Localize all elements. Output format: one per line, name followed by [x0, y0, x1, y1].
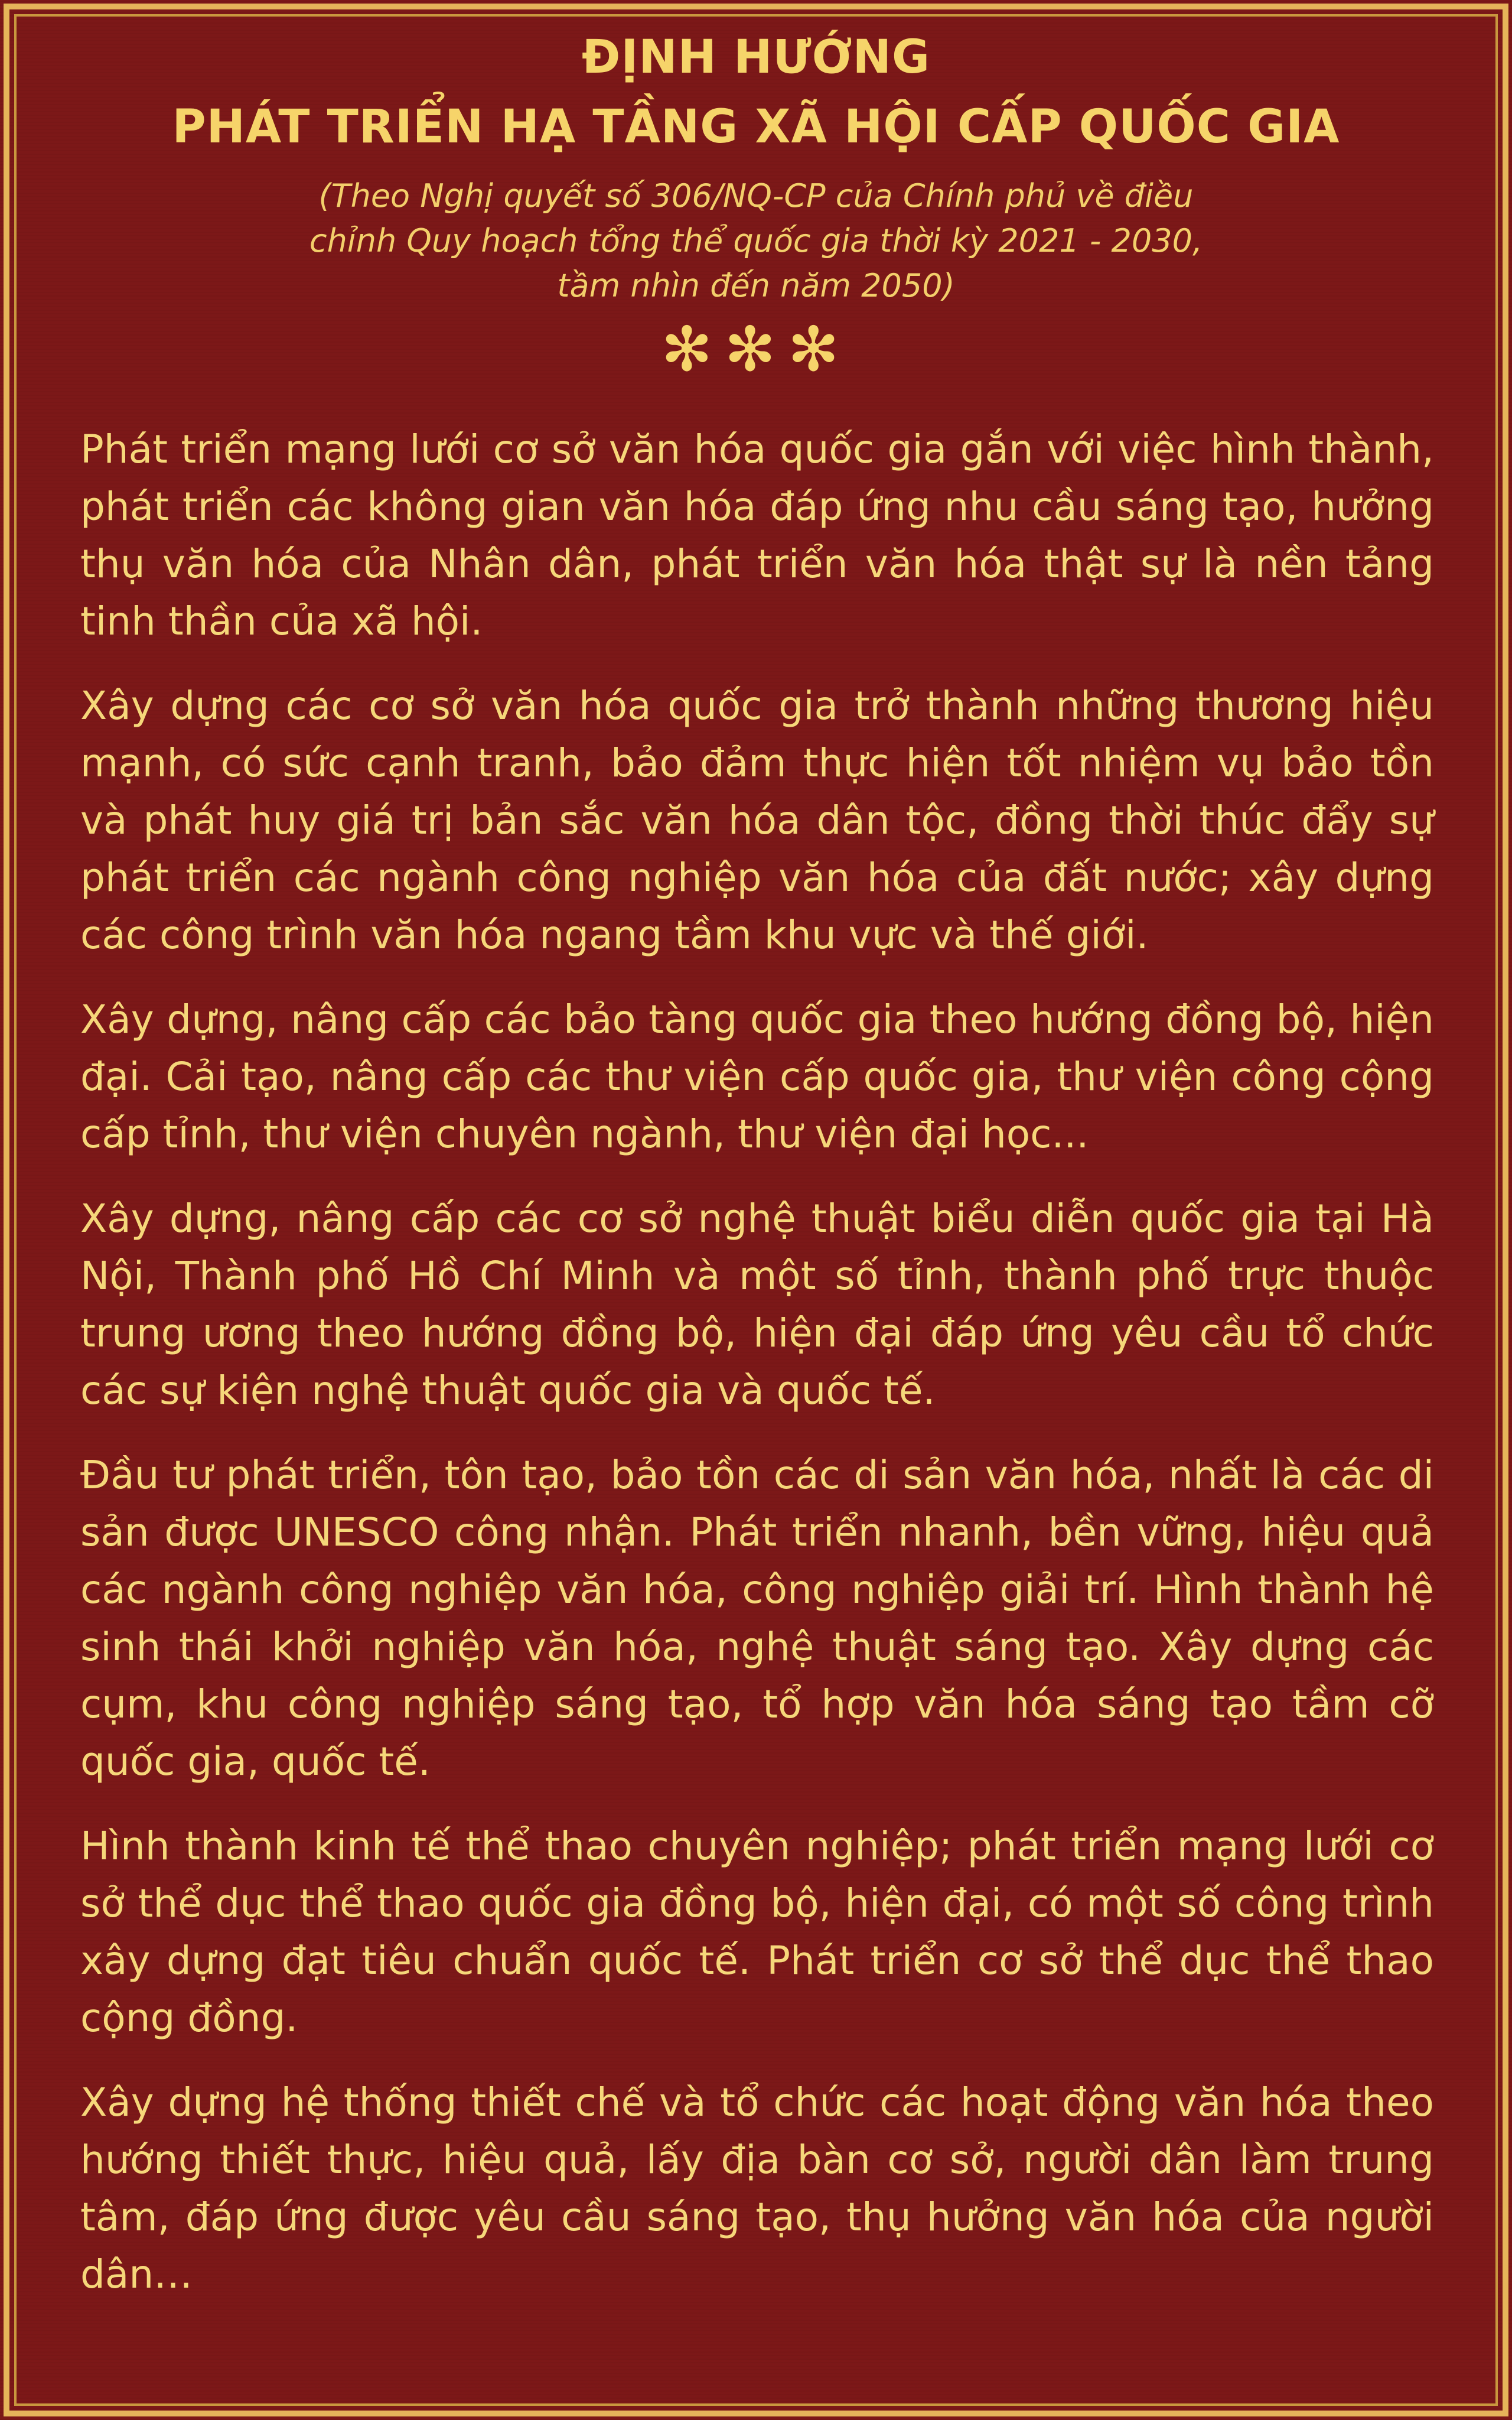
paragraph-cultural-brands: Xây dựng các cơ sở văn hóa quốc gia trở thành những thương hiệu mạnh, có sức cạnh tranh, bảo đảm thực hiện tốt nhiệm vụ bảo tồn và phát huy giá trị bản sắc văn hóa dân tộc, đồng thời thúc đẩy sự phát triển các ngành công nghiệp văn hóa của đất nước; xây dựng các công trình văn hóa ngang tầm khu vực và thế giới. [80, 683, 1434, 958]
subtitle-line-1: (Theo Nghị quyết số 306/NQ-CP của Chính phủ về điều [318, 177, 1194, 214]
title-line-1: ĐỊNH HƯỚNG [582, 31, 930, 84]
paragraph-cultural-institutions: Xây dựng hệ thống thiết chế và tổ chức các hoạt động văn hóa theo hướng thiết thực, hiệu quả, lấy địa bàn cơ sở, người dân làm trung tâm, đáp ứng được yêu cầu sáng tạo, thụ hưởng văn hóa của người dân… [80, 2080, 1434, 2297]
paragraph-performing-arts: Xây dựng, nâng cấp các cơ sở nghệ thuật biểu diễn quốc gia tại Hà Nội, Thành phố Hồ Chí Minh và một số tỉnh, thành phố trực thuộc trung ương theo hướng đồng bộ, hiện đại đáp ứng yêu cầu tổ chức các sự kiện nghệ thuật quốc gia và quốc tế. [80, 1196, 1434, 1413]
paragraph-museums-libraries: Xây dựng, nâng cấp các bảo tàng quốc gia theo hướng đồng bộ, hiện đại. Cải tạo, nâng cấp các thư viện cấp quốc gia, thư viện công cộng cấp tỉnh, thư viện chuyên ngành, thư viện đại học... [80, 997, 1434, 1157]
source-subtitle [71, 174, 1441, 308]
subtitle-line-3: tầm nhìn đến năm 2050) [557, 267, 955, 304]
body-content [80, 421, 1434, 2303]
paragraph-heritage-industries: Đầu tư phát triển, tôn tạo, bảo tồn các di sản văn hóa, nhất là các di sản được UNESCO công nhận. Phát triển nhanh, bền vững, hiệu quả các ngành công nghiệp văn hóa, công nghiệp giải trí. Hình thành hệ sinh thái khởi nghiệp văn hóa, nghệ thuật sáng tạo. Xây dựng các cụm, khu công nghiệp sáng tạo, tổ hợp văn hóa sáng tạo tầm cỡ quốc gia, quốc tế. [80, 1452, 1434, 1784]
title-line-2: PHÁT TRIỂN HẠ TẦNG XÃ HỘI CẤP QUỐC GIA [172, 100, 1340, 154]
asterisk-ornament-icon: ✻✻✻ [661, 313, 851, 385]
paragraph-cultural-network: Phát triển mạng lưới cơ sở văn hóa quốc gia gắn với việc hình thành, phát triển các không gian văn hóa đáp ứng nhu cầu sáng tạo, hưởng thụ văn hóa của Nhân dân, phát triển văn hóa thật sự là nền tảng tinh thần của xã hội. [80, 427, 1434, 644]
poster-header [71, 22, 1441, 385]
paragraph-sports: Hình thành kinh tế thể thao chuyên nghiệp; phát triển mạng lưới cơ sở thể dục thể thao quốc gia đồng bộ, hiện đại, có một số công trình xây dựng đạt tiêu chuẩn quốc tế. Phát triển cơ sở thể dục thể thao cộng đồng. [80, 1823, 1434, 2041]
subtitle-line-2: chỉnh Quy hoạch tổng thể quốc gia thời kỳ 2021 - 2030, [309, 222, 1203, 259]
